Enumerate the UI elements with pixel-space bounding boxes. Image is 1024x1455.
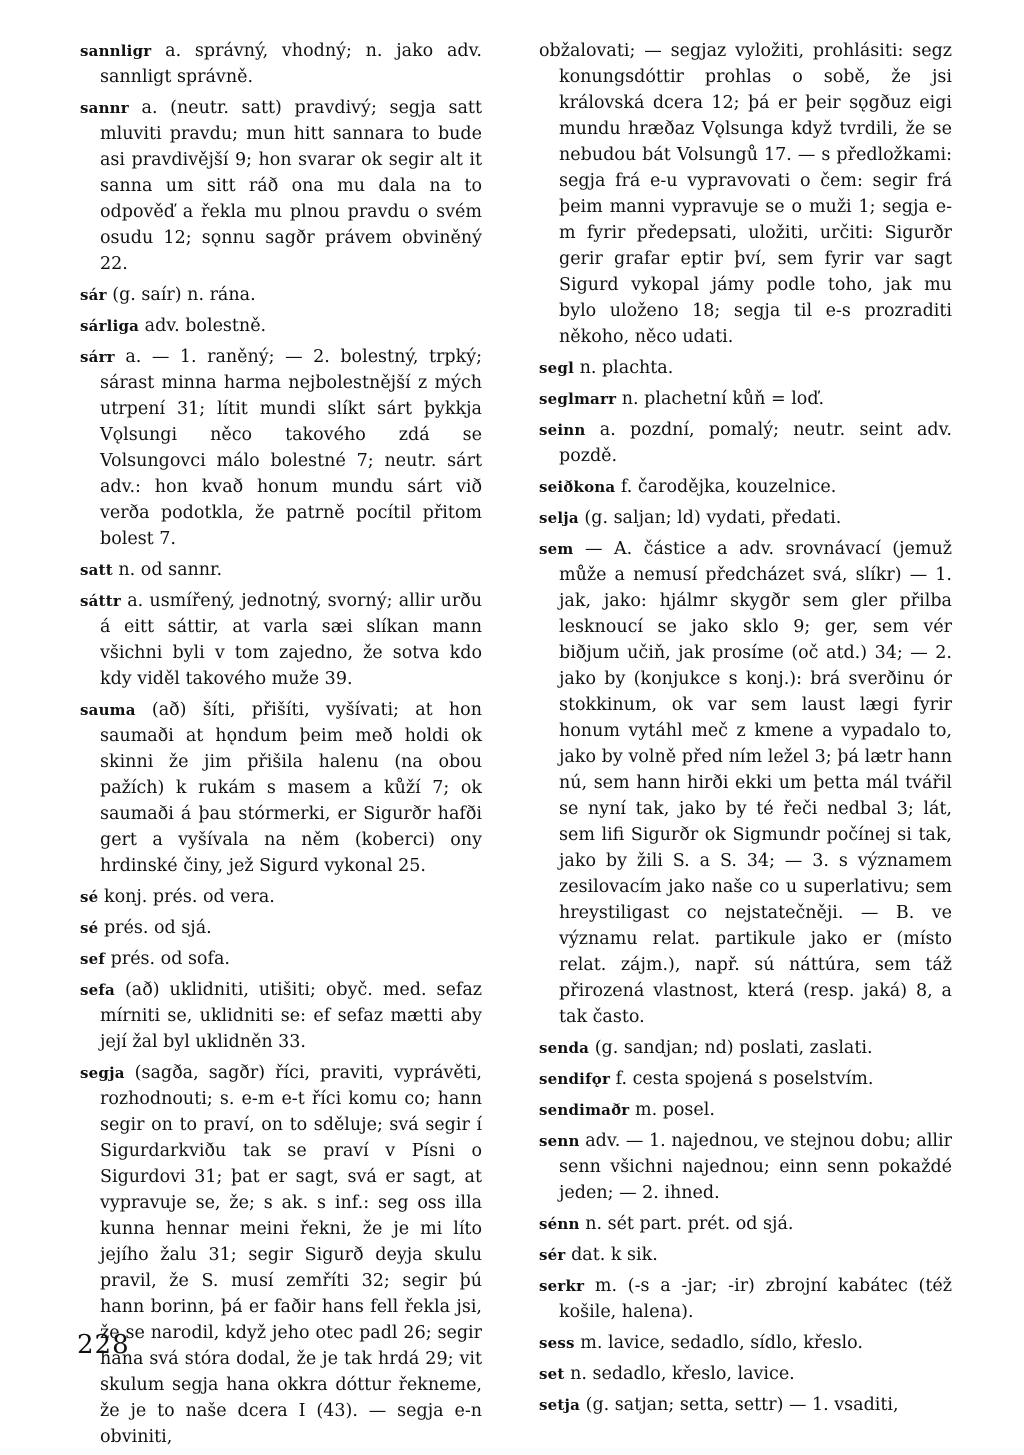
entry-sauma	[80, 697, 482, 879]
entry-sarliga	[80, 313, 482, 339]
definition: n. plachta.	[579, 358, 674, 378]
headword: senn	[539, 1132, 580, 1150]
headword: sannr	[80, 99, 129, 117]
entry-selja	[539, 505, 952, 531]
right-column	[539, 38, 952, 1423]
definition: n. sét part. prét. od sjá.	[585, 1214, 794, 1234]
entry-sendifor	[539, 1066, 952, 1092]
headword: sér	[539, 1246, 566, 1264]
headword: sé	[80, 888, 99, 906]
definition: f. cesta spojená s poselstvím.	[615, 1069, 874, 1089]
definition: a. pozdní, pomalý; neutr. seint adv. pozdě.	[559, 420, 952, 466]
definition: m. (-s a -jar; -ir) zbrojní kabátec (též košile, halena).	[559, 1276, 952, 1322]
definition: a. — 1. raněný; — 2. bolestný, trpký; sárast minna harma nejbolestnější z mých utrpení 31; lítit mundi slíkt sárt þykkja Vǫlsungi něco takového zdá se Volsungovci málo bolestné 7; neutr. sárt adv.: hon kvað honum mundu sárt við verða podotkla, že patrně pocítil přitom bolest 7.	[100, 347, 482, 549]
definition: (g. saljan; ld) vydati, předati.	[584, 508, 842, 528]
entry-segja	[80, 1060, 482, 1450]
headword: sess	[539, 1334, 575, 1352]
headword: sár	[80, 286, 107, 304]
headword: segja	[80, 1064, 125, 1082]
definition: (sagða, sagðr) říci, praviti, vyprávěti, rozhodnouti; s. e-m e-t říci komu co; hann segir on to praví, on to sděluje; svá segir í Sigurdarkviðu tak se praví v Písni o Sigurdovi 31; þat er sagt, svá er sagt, at vypravuje se, že; s ak. s inf.: seg oss illa kunna hennar meini řekni, že je mi líto jejího žalu 31; segir Sigurð deyja skulu pravil, že S. musí zemříti 32; segir þú hann borinn, þá er faðir hans fell řekla jsi, že se narodil, když jeho otec padl 26; segir hana svá stóra dodal, že je tak hrdá 29; vit skulum segja hana okkra dóttur řekneme, že je to naše dcera I (43). — segja e-n obviniti,	[100, 1063, 482, 1447]
entry-sem	[539, 536, 952, 1030]
definition: prés. od sofa.	[110, 949, 230, 969]
definition: konj. prés. od vera.	[103, 887, 275, 907]
definition: a. (neutr. satt) pravdivý; segja satt mluviti pravdu; mun hitt sannara to bude asi pravdivější 9; hon svarar ok segir alt it sanna um sitt ráð ona mu dala na to odpověď a řekla mu plnou pravdu o svém osudu 12; sǫnnu sagðr právem obviněný 22.	[100, 98, 482, 274]
definition: a. usmířený, jednotný, svorný; allir urðu á eitt sáttir, at varla sæi slíkan mann všichni byli v tom zajedno, že sotva kdo kdy viděl takového muže 39.	[100, 591, 482, 689]
headword: sendimaðr	[539, 1101, 630, 1119]
entry-sattr	[80, 588, 482, 692]
entry-sef	[80, 946, 482, 972]
definition: n. sedadlo, křeslo, lavice.	[570, 1364, 795, 1384]
definition: dat. k sik.	[571, 1245, 658, 1265]
definition: (g. sandjan; nd) poslati, zaslati.	[594, 1038, 873, 1058]
definition: a. správný, vhodný; n. jako adv. sannligt správně.	[100, 41, 482, 87]
definition: — A. částice a adv. srovnávací (jemuž může a nemusí předcházet svá, slíkr) — 1. jak, jako: hjálmr skygðr sem gler přilba lesknoucí se jako sklo 9; ger, sem vér biðjum učiň, jak prosíme (oč atd.) 34; — 2. jako by (konjukce s konj.): brá sverðinu ór stokkinum, ok var sem laust lægi fyrir honum vytáhl meč z kmene a vypadalo to, jako by volně před ním ležel 3; þá lætr hann nú, sem hann hirði ekki um þetta mál tvářil se nyní tak, jako by té řeči nedbal 3; lát, sem lifi Sigurðr ok Sigmundr počínej si tak, jako by žili S. a S. 34; — 3. s významem zesilovacím jako naše co u superlativu; sem hreystiligast co nejstatečněji. — B. ve významu relat. partikule jako er (místo relat. zájm.), např. sú náttúra, sem táž přirozená vlastnost, která (resp. jaká) 8, a tak často.	[559, 539, 952, 1027]
entry-seinn	[539, 417, 952, 469]
headword: sárliga	[80, 317, 140, 335]
headword: sárr	[80, 348, 115, 366]
definition: (að) uklidniti, utišiti; obyč. med. sefaz mírniti se, uklidniti se: ef sefaz mætti aby její žal byl uklidněn 33.	[100, 980, 482, 1052]
headword: sénn	[539, 1215, 580, 1233]
definition: (að) šíti, přišíti, vyšívati; at hon saumaði at hǫndum þeim með holdi ok skinni že jim přišila halenu (na obou pažích) k rukám s masem a kůží 7; ok saumaði á þau stórmerki, er Sigurðr hafði gert a vyšívala na něm (koberci) ony hrdinské činy, jež Sigurd vykonal 25.	[100, 700, 482, 876]
definition: m. posel.	[634, 1100, 715, 1120]
definition: (g. satjan; setta, settr) — 1. vsaditi,	[585, 1395, 899, 1415]
entry-serkr	[539, 1273, 952, 1325]
entry-seglmarr	[539, 386, 952, 412]
headword: sannligr	[80, 42, 152, 60]
entry-sarr	[80, 344, 482, 552]
entry-segja-continued	[539, 38, 952, 350]
entry-sess	[539, 1330, 952, 1356]
headword: set	[539, 1365, 565, 1383]
definition: n. od sannr.	[118, 560, 223, 580]
entry-sar	[80, 282, 482, 308]
entry-senn-part	[539, 1211, 952, 1237]
headword: segl	[539, 359, 574, 377]
entry-set	[539, 1361, 952, 1387]
headword: seiðkona	[539, 478, 616, 496]
headword: senda	[539, 1039, 590, 1057]
definition: m. lavice, sedadlo, sídlo, křeslo.	[580, 1333, 863, 1353]
headword: serkr	[539, 1277, 585, 1295]
headword: setja	[539, 1396, 581, 1414]
definition: n. plachetní kůň = loď.	[621, 389, 825, 409]
headword: sem	[539, 540, 574, 558]
entry-senda	[539, 1035, 952, 1061]
entry-sendimadr	[539, 1097, 952, 1123]
headword: selja	[539, 509, 579, 527]
entry-sefa	[80, 977, 482, 1055]
definition: f. čarodějka, kouzelnice.	[620, 477, 837, 497]
definition: adv. bolestně.	[144, 316, 267, 336]
headword: sef	[80, 950, 106, 968]
page-number: 228	[77, 1330, 130, 1360]
entry-ser	[539, 1242, 952, 1268]
headword: sefa	[80, 981, 115, 999]
headword: sé	[80, 919, 99, 937]
entry-sannligr	[80, 38, 482, 90]
definition: obžalovati; — segjaz vyložiti, prohlásiti: segz konungsdóttir prohlas o sobě, že jsi královská dcera 12; þá er þeir sǫgðuz eigi mundu hræðaz Vǫlsunga když tvrdili, že se nebudou bát Volsungů 17. — s předložkami: segja frá e-u vypravovati o čem: segir frá þeim manni vypravuje se o muži 1; segja e-m fyrir předepsati, uložiti, určiti: Sigurðr gerir grafar eptir því, sem fyrir var sagt Sigurd vykopal jámy podle toho, jak mu bylo uloženo 18; segja til e-s prozraditi někoho, něco udati.	[539, 41, 952, 347]
entry-se-konj	[80, 884, 482, 910]
left-column	[80, 38, 482, 1455]
entry-satt	[80, 557, 482, 583]
headword: sáttr	[80, 592, 121, 610]
headword: sauma	[80, 701, 136, 719]
headword: seglmarr	[539, 390, 617, 408]
definition: prés. od sjá.	[103, 918, 212, 938]
definition: adv. — 1. najednou, ve stejnou dobu; allir senn všichni najednou; einn senn pokaždé jeden; — 2. ihned.	[559, 1131, 952, 1203]
entry-sannr	[80, 95, 482, 277]
entry-se-pres	[80, 915, 482, 941]
entry-setja	[539, 1392, 952, 1418]
entry-senn	[539, 1128, 952, 1206]
entry-segl	[539, 355, 952, 381]
headword: satt	[80, 561, 113, 579]
definition: (g. saír) n. rána.	[112, 285, 256, 305]
entry-seidkona	[539, 474, 952, 500]
headword: seinn	[539, 421, 586, 439]
headword: sendifǫr	[539, 1070, 611, 1088]
